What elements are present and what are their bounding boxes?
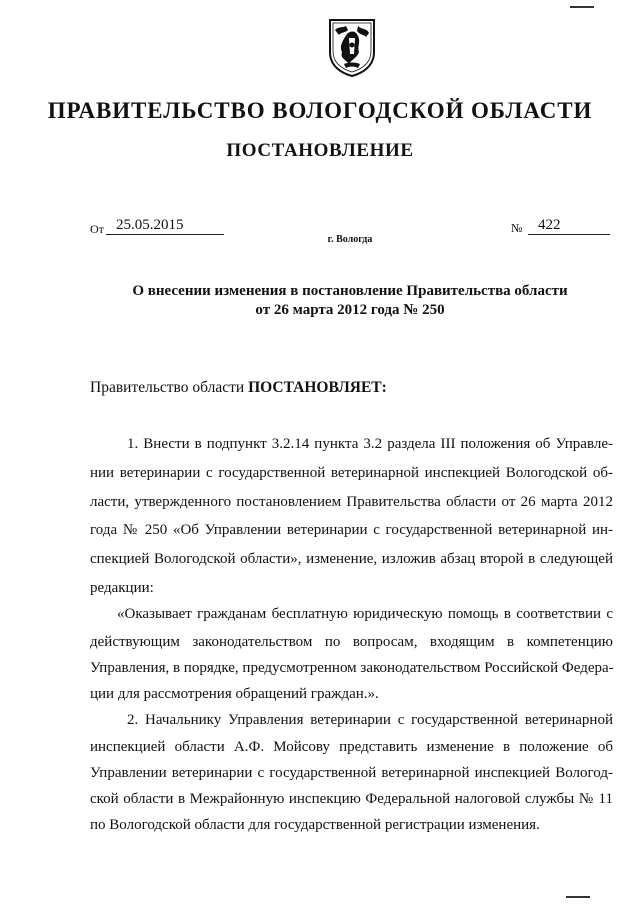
body-line: «Оказывает гражданам бесплатную юридическую помощь в соответствии с	[117, 606, 613, 622]
body-line: нии ветеринарии с государственной ветеринарной инспекцией Вологодской об-	[90, 465, 613, 481]
body-line: инспекцией области А.Ф. Мойсову представить изменение в положение об	[90, 739, 613, 755]
body-line: по Вологодской области для государственной регистрации изменения.	[90, 817, 540, 833]
body-line: ской области в Межрайонную инспекцию Федеральной налоговой службы № 11	[90, 791, 613, 807]
scan-mark-top	[570, 6, 594, 8]
date-value: 25.05.2015	[116, 217, 184, 233]
date-label: От	[90, 222, 104, 236]
body-line: Управления, в порядке, предусмотренном законодательством Российской Федера-	[90, 660, 614, 676]
body-line: ласти, утвержденного постановлением Правительства области от 26 марта 2012	[90, 494, 613, 510]
preamble	[90, 379, 387, 397]
preamble-text: Правительство области	[90, 379, 249, 396]
document-type-title: ПОСТАНОВЛЕНИЕ	[226, 140, 414, 161]
scan-mark-bottom	[566, 896, 590, 898]
number-value: 422	[538, 217, 561, 233]
preamble-emphasis: ПОСТАНОВЛЯЕТ:	[248, 379, 387, 396]
body-line: спекцией Вологодской области», изменение, изложив абзац второй в следующей	[90, 551, 613, 567]
subject-line-1: О внесении изменения в постановление Правительства области	[132, 283, 568, 299]
body-line: года № 250 «Об Управлении ветеринарии с государственной ветеринарной ин-	[90, 522, 613, 538]
body-line: 2. Начальнику Управления ветеринарии с государственной ветеринарной	[127, 712, 613, 728]
organization-title: ПРАВИТЕЛЬСТВО ВОЛОГОДСКОЙ ОБЛАСТИ	[47, 98, 593, 123]
body-line: редакции:	[90, 580, 154, 596]
body-line: Управлении ветеринарии с государственной ветеринарной инспекцией Вологод-	[90, 765, 613, 781]
body-line: действующим законодательством по вопросам, входящим в компетенцию	[90, 634, 613, 650]
body-line: 1. Внести в подпункт 3.2.14 пункта 3.2 раздела III положения об Управле-	[127, 436, 613, 452]
coat-of-arms-emblem	[327, 18, 377, 78]
subject-line-2: от 26 марта 2012 года № 250	[255, 302, 445, 318]
city-label: г. Вологда	[327, 234, 373, 245]
body-line: ции для рассмотрения обращений граждан.».	[90, 686, 379, 702]
number-label: №	[511, 221, 523, 235]
